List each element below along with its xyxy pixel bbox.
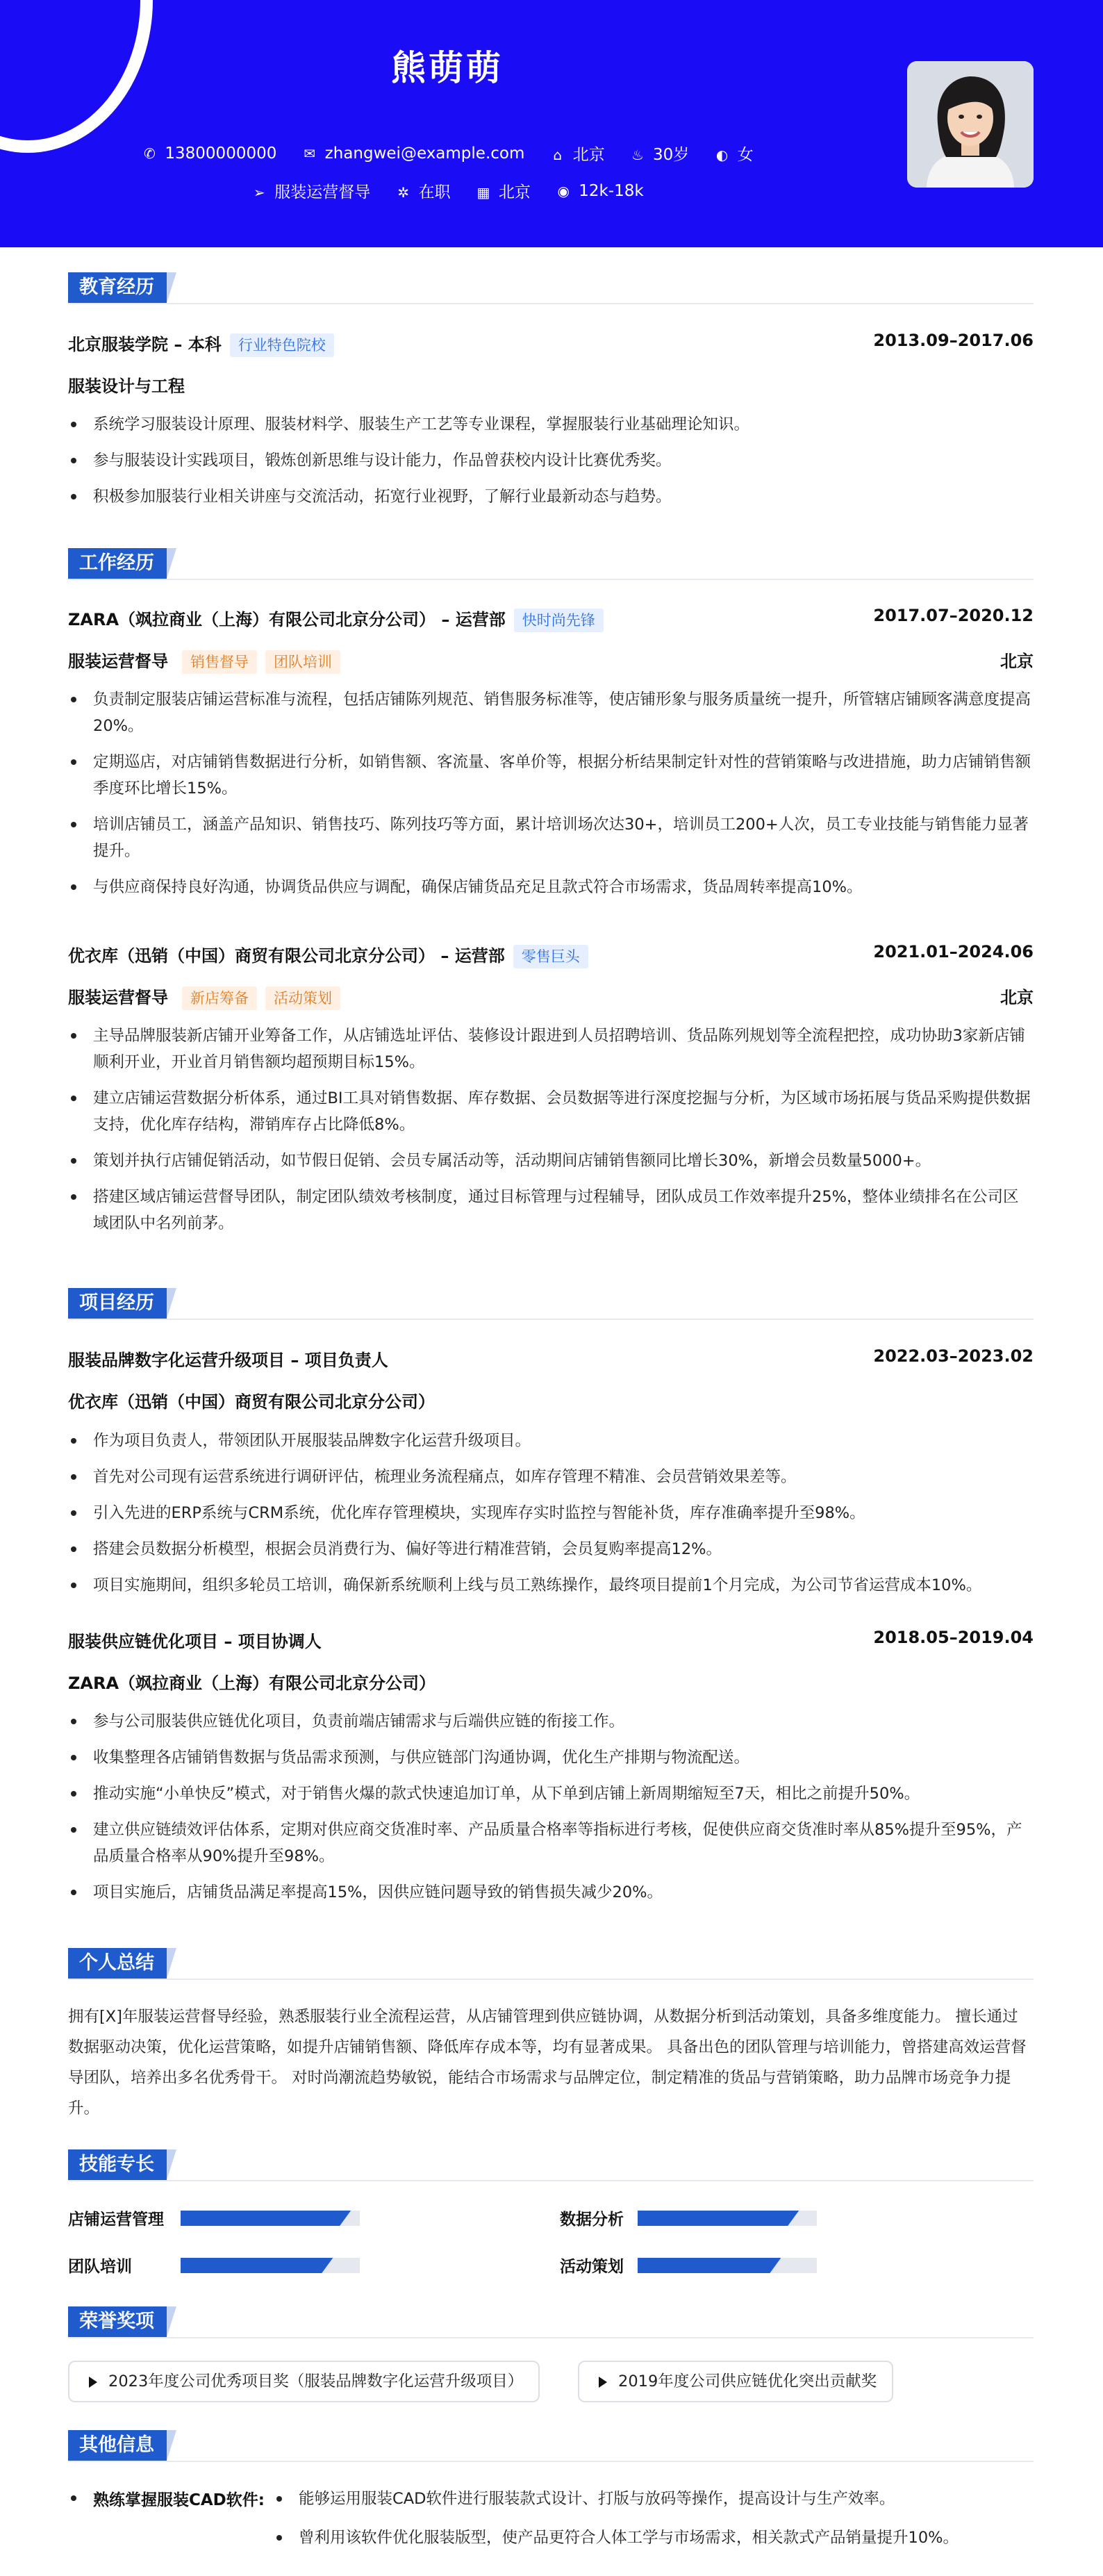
list-item: 推动实施“小单快反”模式，对于销售火爆的款式快速追加订单，从下单到店铺上新周期缩短至7天，相比之前提升50%。 <box>68 1781 1034 1807</box>
gender-text: 女 <box>737 146 754 164</box>
section-divider <box>68 579 1034 580</box>
job-city: 北京 <box>1000 988 1034 1007</box>
skill-bar <box>181 2211 360 2226</box>
list-item: 定期巡店，对店铺销售数据进行分析，如销售额、客流量、客单价等，根据分析结果制定针对性的营销策略与改进措施，助力店铺销售额季度环比增长15%。 <box>68 749 1034 802</box>
school-tag: 行业特色院校 <box>230 333 334 357</box>
company-tag: 零售巨头 <box>513 945 588 968</box>
candidate-name: 熊萌萌 <box>391 48 504 88</box>
list-item: 搭建区域店铺运营督导团队，制定团队绩效考核制度，通过目标管理与过程辅导，团队成员工作效率提升25%，整体业绩排名在公司区域团队中名列前茅。 <box>68 1184 1034 1237</box>
list-item: 项目实施后，店铺货品满足率提高15%，因供应链问题导致的销售损失减少20%。 <box>68 1879 1034 1906</box>
list-item: 曾利用该软件优化服装版型，使产品更符合人体工学与市场需求，相关款式产品销量提升10%。 <box>272 2525 1034 2551</box>
skill-name: 团队培训 <box>68 2258 132 2276</box>
salary-text: 12k-18k <box>579 181 644 200</box>
status-item <box>395 179 451 202</box>
honor-item <box>68 2361 540 2402</box>
education-bullets <box>68 411 1034 520</box>
company-tag: 快时尚先锋 <box>514 609 604 632</box>
list-item: 引入先进的ERP系统与CRM系统，优化库存管理模块，实现库存实时监控与智能补货，库存准确率提升至98%。 <box>68 1500 1034 1526</box>
target-job-item <box>251 179 370 202</box>
section-title-skills: 技能专长 <box>68 2149 167 2180</box>
job-tag: 新店筹备 <box>182 986 257 1010</box>
job-company-row <box>68 606 1034 632</box>
section-title-other: 其他信息 <box>68 2430 167 2461</box>
project-name-row <box>68 1346 1034 1371</box>
location-item <box>549 142 605 165</box>
honor-text: 2019年度公司供应链优化突出贡献奖 <box>618 2372 877 2391</box>
section-title-honors: 荣誉奖项 <box>68 2306 167 2337</box>
honor-text: 2023年度公司优秀项目奖（服装品牌数字化运营升级项目） <box>108 2372 524 2391</box>
section-title-summary: 个人总结 <box>68 1948 167 1979</box>
list-item: 主导品牌服装新店铺开业筹备工作，从店铺选址评估、装修设计跟进到人员招聘培训、货品陈列规划等全流程把控，成功协助3家新店铺顺利开业，开业首月销售额均超预期目标15%。 <box>68 1023 1034 1075</box>
list-item: 首先对公司现有运营系统进行调研评估，梳理业务流程痛点，如库存管理不精准、会员营销效果差等。 <box>68 1464 1034 1490</box>
email-item <box>301 145 525 163</box>
phone-text: 13800000000 <box>165 144 277 163</box>
age-text: 30岁 <box>653 146 690 164</box>
education-date: 2013.09–2017.06 <box>873 331 1034 350</box>
gender-icon: ◐ <box>715 147 729 163</box>
project-bullets <box>68 1708 1034 1915</box>
project-date: 2022.03–2023.02 <box>873 1346 1034 1366</box>
list-item: 参与服装设计实践项目，锻炼创新思维与设计能力，作品曾获校内设计比赛优秀奖。 <box>68 447 1034 474</box>
list-item: 作为项目负责人，带领团队开展服装品牌数字化运营升级项目。 <box>68 1428 1034 1454</box>
section-divider <box>68 1979 1034 1980</box>
resume-header <box>0 0 1103 247</box>
job-city: 北京 <box>1000 652 1034 671</box>
project-name: 服装品牌数字化运营升级项目 – 项目负责人 <box>68 1351 388 1370</box>
job-company: 优衣库（迅销（中国）商贸有限公司北京分公司） – 运营部 <box>68 946 505 966</box>
job-tag: 活动策划 <box>265 986 340 1010</box>
job-position: 服装运营督导 <box>68 652 168 671</box>
project-name: 服装供应链优化项目 – 项目协调人 <box>68 1632 322 1651</box>
section-divider <box>68 2461 1034 2462</box>
target-city-text: 北京 <box>498 183 531 201</box>
home-icon: ⌂ <box>553 147 563 163</box>
building-icon: ▦ <box>476 184 490 201</box>
skill-bar <box>181 2258 360 2273</box>
skill-bar-fill <box>638 2258 781 2273</box>
project-date: 2018.05–2019.04 <box>873 1628 1034 1647</box>
skill-name: 店铺运营管理 <box>68 2211 164 2229</box>
education-school-row <box>68 331 1034 357</box>
job-date: 2017.07–2020.12 <box>873 606 1034 625</box>
list-item: 能够运用服装CAD软件进行服装款式设计、打版与放码等操作，提高设计与生产效率。 <box>272 2486 1034 2512</box>
skill-bar <box>638 2258 817 2273</box>
list-item: 培训店铺员工，涵盖产品知识、销售技巧、陈列技巧等方面，累计培训场次达30+，培训员工200+人次，员工专业技能与销售能力显著提升。 <box>68 811 1034 864</box>
avatar <box>907 61 1034 188</box>
job-bullets <box>68 1023 1034 1246</box>
job-position-row <box>68 984 1034 1010</box>
intent-row <box>0 179 895 202</box>
list-item: 建立供应链绩效评估体系，定期对供应商交货准时率、产品质量合格率等指标进行考核，促使供应商交货准时率从85%提升至95%，产品质量合格率从90%提升至98%。 <box>68 1817 1034 1869</box>
contact-row <box>0 142 895 165</box>
skill-bar-fill <box>181 2211 351 2226</box>
status-text: 在职 <box>418 183 451 201</box>
skill-bar-fill <box>181 2258 333 2273</box>
section-divider <box>68 2337 1034 2338</box>
list-item: 收集整理各店铺销售数据与货品需求预测，与供应链部门沟通协调，优化生产排期与物流配送。 <box>68 1744 1034 1771</box>
email-text: zhangwei@example.com <box>324 144 525 163</box>
list-item: 负责制定服装店铺运营标准与流程，包括店铺陈列规范、销售服务标准等，使店铺形象与服务质量统一提升，所管辖店铺顾客满意度提高20%。 <box>68 686 1034 739</box>
salary-item <box>555 182 643 200</box>
skill-name: 活动策划 <box>560 2258 624 2276</box>
section-title-projects: 项目经历 <box>68 1288 167 1319</box>
job-position: 服装运营督导 <box>68 988 168 1007</box>
cake-icon: ♨ <box>631 147 644 163</box>
play-icon <box>599 2377 607 2388</box>
play-icon <box>89 2377 97 2388</box>
list-item: 与供应商保持良好沟通，协调货品供应与调配，确保店铺货品充足且款式符合市场需求，货品周转率提高10%。 <box>68 874 1034 900</box>
project-bullets <box>68 1428 1034 1608</box>
job-tag: 销售督导 <box>182 650 257 674</box>
phone-icon: ✆ <box>144 145 156 162</box>
skill-bar-fill <box>638 2211 799 2226</box>
section-title-education: 教育经历 <box>68 272 167 303</box>
job-tag: 团队培训 <box>265 650 340 674</box>
project-company: 优衣库（迅销（中国）商贸有限公司北京分公司） <box>68 1392 435 1412</box>
job-company-row <box>68 942 1034 968</box>
coin-icon: ◉ <box>557 182 570 199</box>
list-item: 参与公司服装供应链优化项目，负责前端店铺需求与后端供应链的衔接工作。 <box>68 1708 1034 1735</box>
skill-bar <box>638 2211 817 2226</box>
skill-name: 数据分析 <box>560 2211 624 2229</box>
school-name: 北京服装学院 – 本科 <box>68 335 222 354</box>
list-item: 建立店铺运营数据分析体系，通过BI工具对销售数据、库存数据、会员数据等进行深度挖掘与分析，为区域市场拓展与货品采购提供数据支持，优化库存结构，滞销库存占比降低8%。 <box>68 1085 1034 1138</box>
list-item: 搭建会员数据分析模型，根据会员消费行为、偏好等进行精准营销，会员复购率提高12%。 <box>68 1536 1034 1562</box>
job-bullets <box>68 686 1034 910</box>
section-divider <box>68 2180 1034 2181</box>
project-company: ZARA（飒拉商业（上海）有限公司北京分公司） <box>68 1674 436 1693</box>
other-label: 熟练掌握服装CAD软件: <box>68 2487 265 2510</box>
other-list <box>272 2486 1034 2563</box>
section-divider <box>68 303 1034 304</box>
email-icon: ✉ <box>304 145 316 162</box>
location-text: 北京 <box>572 146 605 164</box>
list-item: 积极参加服装行业相关讲座与交流活动，拓宽行业视野，了解行业最新动态与趋势。 <box>68 484 1034 510</box>
section-divider <box>68 1319 1034 1320</box>
list-item: 策划并执行店铺促销活动，如节假日促销、会员专属活动等，活动期间店铺销售额同比增长30%，新增会员数量5000+。 <box>68 1148 1034 1174</box>
job-company: ZARA（飒拉商业（上海）有限公司北京分公司） – 运营部 <box>68 610 506 629</box>
section-title-work: 工作经历 <box>68 548 167 579</box>
summary-text: 拥有[X]年服装运营督导经验，熟悉服装行业全流程运营，从店铺管理到供应链协调，从数据分析到活动策划，具备多维度能力。 擅长通过数据驱动决策，优化运营策略，如提升店铺销售额、降低库存成本等，均有显著成果。 具备出色的团队管理与培训能力，曾搭建高效运营督导团队，培养出多名优秀骨干。 对时尚潮流趋势敏锐，能结合市场需求与品牌定位，制定精准的货品与营销策略，助力品牌市场竞争力提升。 <box>68 2008 1027 2117</box>
education-major: 服装设计与工程 <box>68 377 185 396</box>
avatar-portrait <box>907 61 1034 188</box>
project-name-row <box>68 1628 1034 1652</box>
gender-item <box>714 142 754 165</box>
list-item: 系统学习服装设计原理、服装材料学、服装生产工艺等专业课程，掌握服装行业基础理论知识。 <box>68 411 1034 438</box>
age-item <box>629 142 689 165</box>
gear-icon: ✲ <box>397 184 409 201</box>
send-icon: ➢ <box>253 184 265 201</box>
honor-item <box>578 2361 893 2402</box>
list-item: 项目实施期间，组织多轮员工培训，确保新系统顺利上线与员工熟练操作，最终项目提前1个月完成，为公司节省运营成本10%。 <box>68 1572 1034 1599</box>
target-job-text: 服装运营督导 <box>274 183 371 201</box>
phone-item <box>141 145 276 163</box>
job-position-row <box>68 647 1034 674</box>
target-city-item <box>475 179 531 202</box>
job-date: 2021.01–2024.06 <box>873 942 1034 961</box>
